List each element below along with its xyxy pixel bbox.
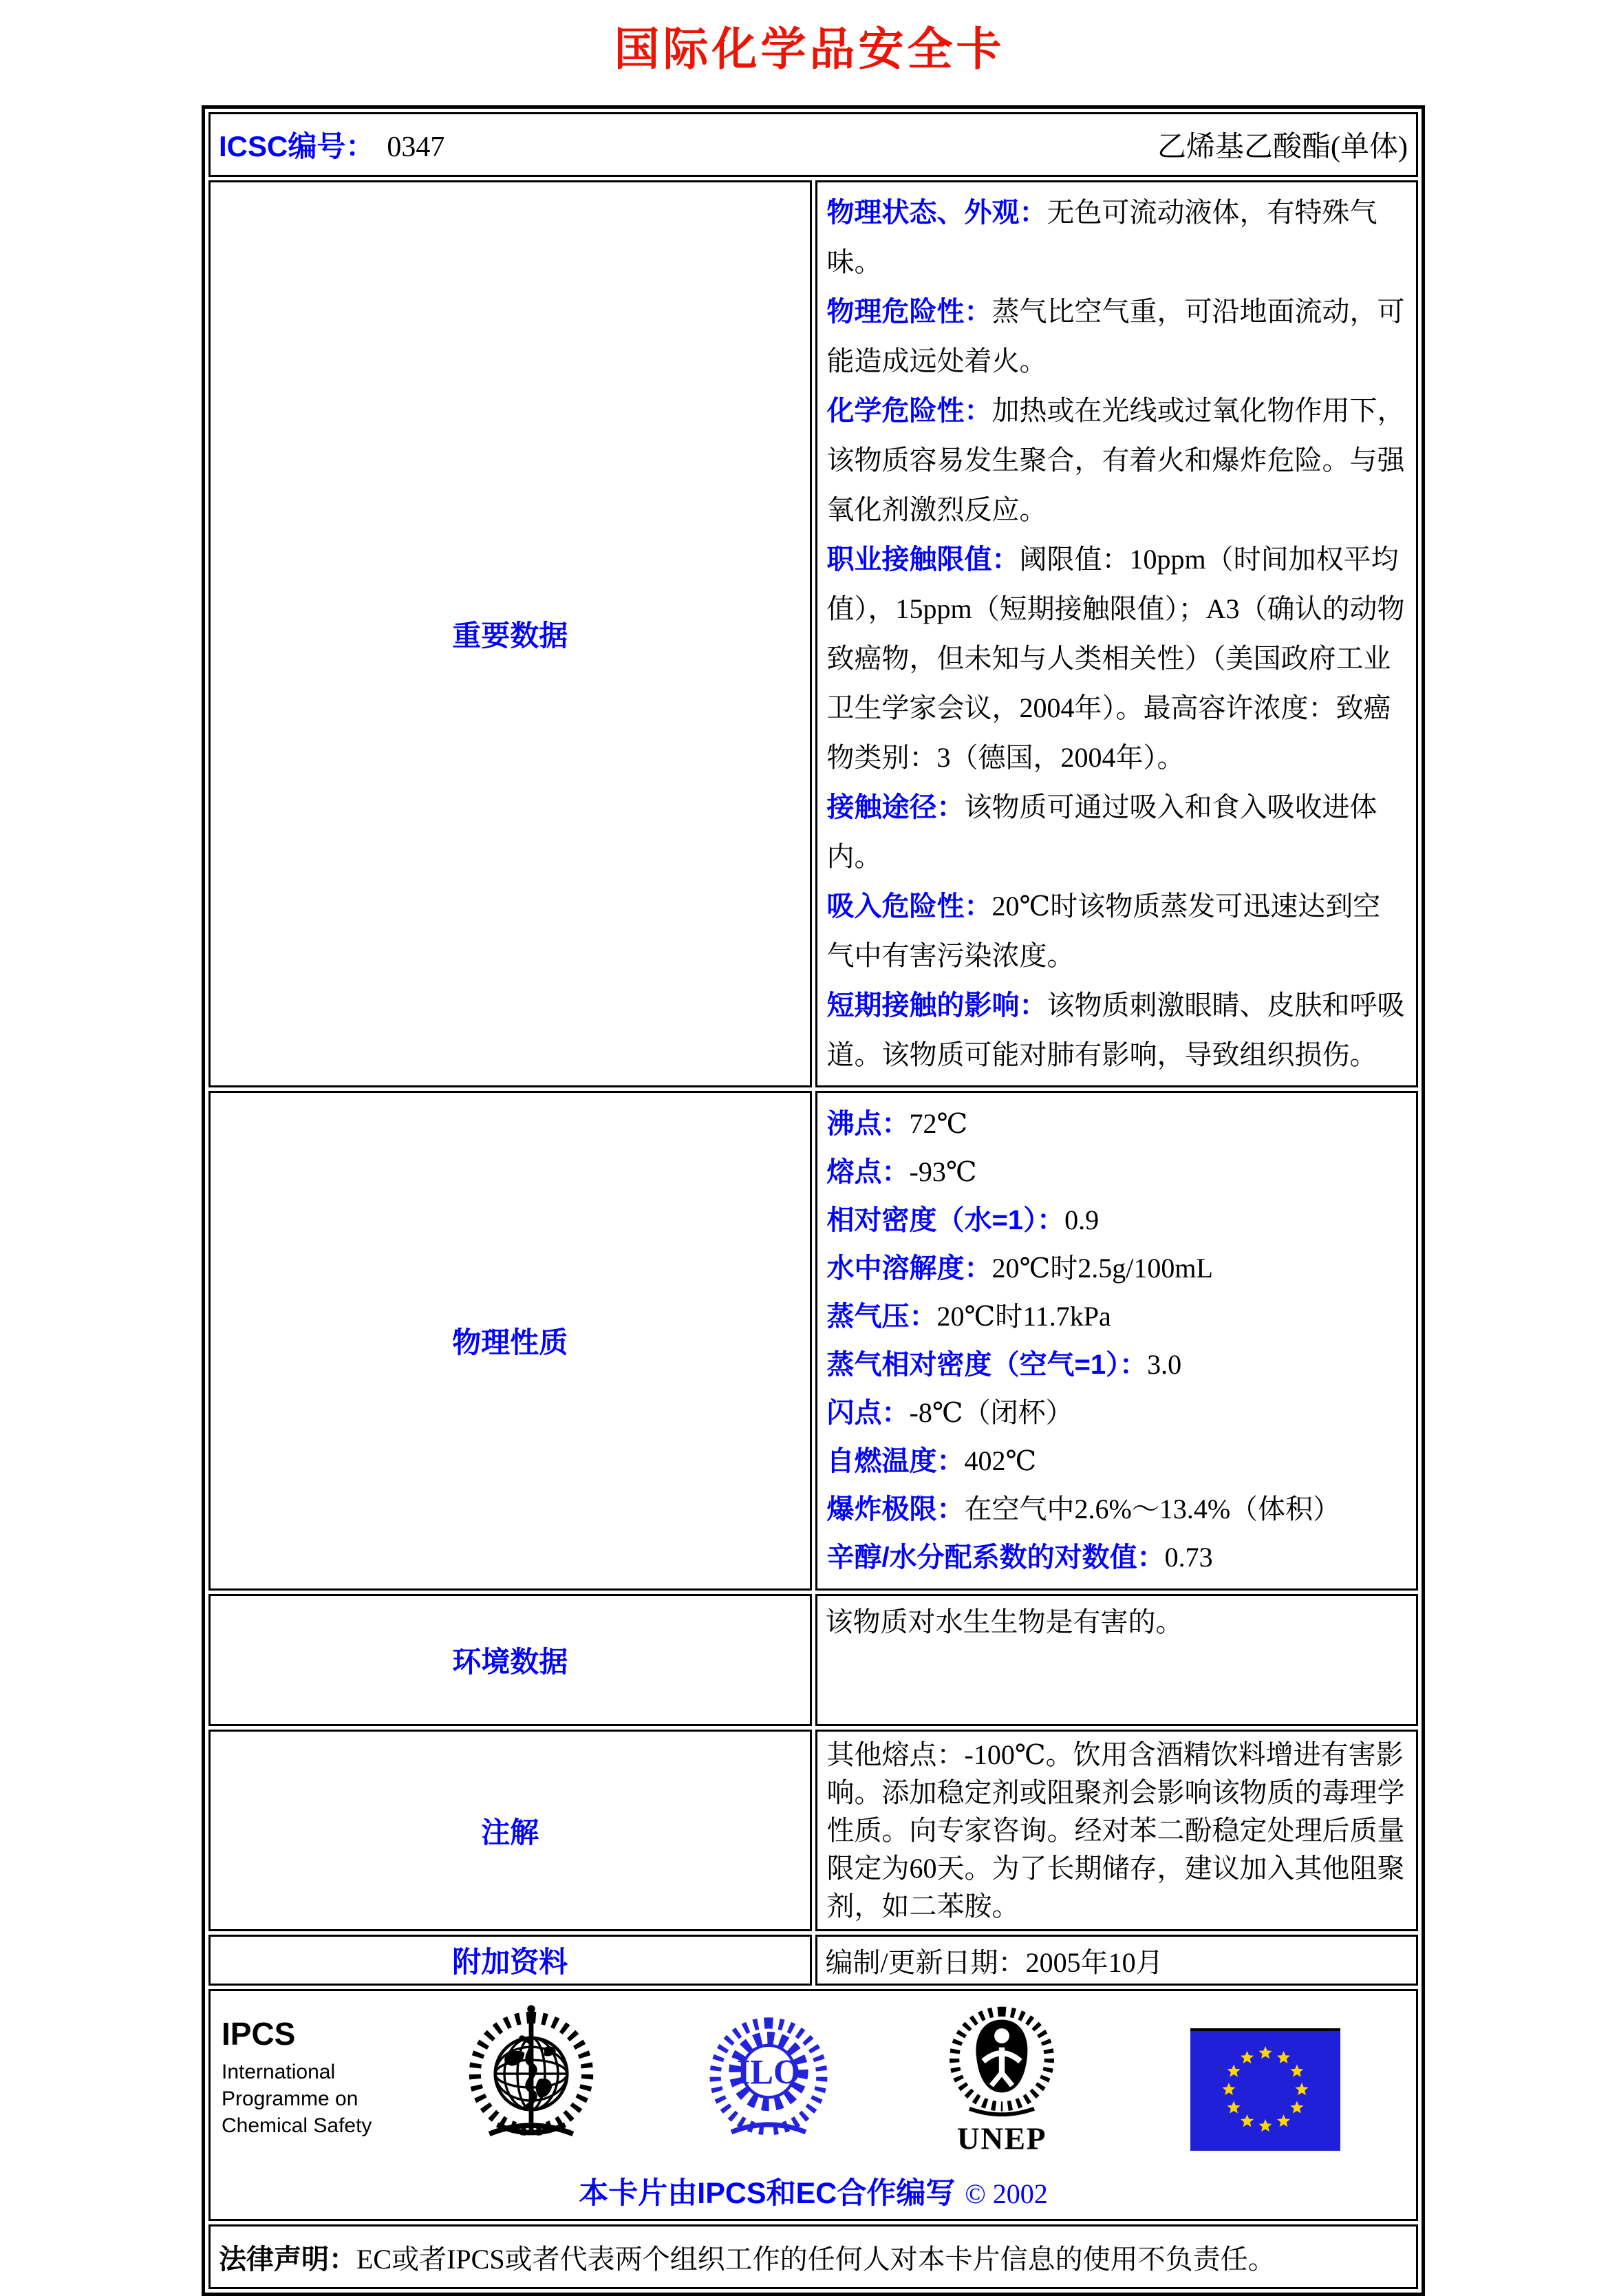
field-label: 物理危险性：: [826, 297, 992, 327]
header-cell: [208, 112, 1418, 177]
ipcs-text-block: [222, 2017, 394, 2139]
who-logo-icon: [466, 2002, 597, 2148]
property-label: 水中溶解度：: [826, 1253, 992, 1284]
property-row: [827, 1244, 1407, 1293]
property-value: -93℃: [909, 1156, 977, 1187]
property-row: [827, 1341, 1407, 1389]
field-label: 物理状态、外观：: [826, 198, 1047, 228]
property-row: [827, 1196, 1407, 1244]
ilo-letters: ILO: [736, 2052, 801, 2092]
field-row: [827, 783, 1407, 882]
notes-section-label: 注解: [208, 1730, 812, 1931]
chemical-name: 乙烯基乙酸酯(单体): [1157, 131, 1408, 163]
field-value: 该物质可通过吸入和食入吸收进体内。: [826, 791, 1377, 872]
legal-cell: [208, 2224, 1418, 2289]
field-value: 20℃时该物质蒸发可迅速达到空气中有害污染浓度。: [826, 891, 1381, 971]
field-row: [827, 981, 1407, 1080]
unep-letters: UNEP: [956, 2121, 1047, 2156]
field-row: [827, 188, 1407, 287]
notes-row: [208, 1730, 1418, 1931]
field-value: 阈限值：10ppm（时间加权平均值），15ppm（短期接触限值）；A3（确认的动物致癌物，但未知与人类相关性）（美国政府工业卫生学家会议，2004年）。最高容许浓度：致癌物类别：3（德国，2004年）。: [826, 544, 1405, 773]
property-row: [827, 1533, 1407, 1582]
physical-properties-section-label: 物理性质: [208, 1091, 812, 1591]
field-row: [827, 287, 1407, 386]
property-value: -8℃（闭杯）: [909, 1397, 1073, 1428]
ipcs-acronym: IPCS: [222, 2016, 296, 2052]
property-value: 402℃: [964, 1445, 1037, 1476]
eu-flag-icon: [1190, 2028, 1340, 2151]
notes-content: 其他熔点：-100℃。饮用含酒精饮料增进有害影响。添加稳定剂或阻聚剂会影响该物质的毒理学性质。向专家咨询。经对苯二酚稳定处理后质量限定为60天。为了长期储存，建议加入其他阻聚剂，如二苯胺。: [815, 1730, 1419, 1931]
property-label: 辛醇/水分配系数的对数值：: [826, 1542, 1165, 1573]
field-value: 无色可流动液体，有特殊气味。: [826, 197, 1377, 277]
field-label: 吸入危险性：: [826, 891, 992, 922]
additional-info-row: [208, 1935, 1418, 1986]
additional-info-content: 编制/更新日期：2005年10月: [815, 1935, 1419, 1986]
icsc-number-value: 0347: [387, 131, 445, 163]
field-label: 化学危险性：: [826, 396, 992, 426]
property-row: [827, 1389, 1407, 1437]
icsc-number-label: ICSC编号：: [219, 130, 375, 162]
environmental-data-section-label: 环境数据: [208, 1594, 812, 1726]
unep-logo-icon: [944, 2001, 1060, 2158]
ipcs-subtitle-line3: Chemical Safety: [222, 2114, 372, 2138]
property-row: [827, 1100, 1407, 1148]
legal-label: 法律声明：: [219, 2244, 356, 2275]
property-value: 0.9: [1064, 1204, 1100, 1235]
important-data-section-label: 重要数据: [208, 180, 812, 1087]
environmental-data-content: 该物质对水生生物是有害的。: [815, 1594, 1419, 1726]
property-label: 熔点：: [826, 1157, 910, 1187]
ipcs-subtitle-line1: International: [222, 2061, 336, 2084]
icsc-number-group: [219, 124, 444, 165]
header-row: [208, 112, 1418, 177]
logos-cell: [208, 1989, 1418, 2221]
legal-row: [208, 2224, 1418, 2289]
copyright-year: © 2002: [965, 2178, 1048, 2209]
field-label: 职业接触限值：: [826, 544, 1020, 575]
field-row: [827, 882, 1407, 981]
important-data-row: [208, 180, 1418, 1087]
property-value: 20℃时2.5g/100mL: [991, 1253, 1213, 1284]
field-row: [827, 535, 1407, 783]
property-label: 蒸气压：: [826, 1301, 937, 1332]
field-value: 加热或在光线或过氧化物作用下，该物质容易发生聚合，有着火和爆炸危险。与强氧化剂激烈反应。: [826, 395, 1405, 525]
icsc-card: [202, 105, 1425, 2296]
logos-row: [208, 1989, 1418, 2221]
property-value: 3.0: [1147, 1349, 1182, 1380]
ipcs-subtitle-line2: Programme on: [222, 2087, 358, 2111]
field-label: 短期接触的影响：: [826, 990, 1047, 1021]
field-value: 该物质刺激眼睛、皮肤和呼吸道。该物质可能对肺有影响，导致组织损伤。: [826, 990, 1405, 1070]
page-title: 国际化学品安全卡: [614, 25, 1005, 75]
property-label: 沸点：: [826, 1109, 910, 1139]
property-row: [827, 1148, 1407, 1196]
icsc-table: [202, 105, 1425, 2296]
property-value: 在空气中2.6%～13.4%（体积）: [964, 1494, 1341, 1524]
field-row: [827, 386, 1407, 535]
environmental-data-row: [208, 1594, 1418, 1726]
property-label: 自燃温度：: [826, 1446, 965, 1476]
property-value: 72℃: [909, 1108, 968, 1139]
legal-text: EC或者IPCS或者代表两个组织工作的任何人对本卡片信息的使用不负责任。: [356, 2243, 1276, 2275]
property-row: [827, 1437, 1407, 1485]
property-label: 爆炸极限：: [826, 1494, 965, 1524]
property-label: 闪点：: [826, 1398, 910, 1428]
property-row: [827, 1485, 1407, 1533]
property-label: 蒸气相对密度（空气=1）：: [826, 1350, 1148, 1380]
field-value: 蒸气比空气重，可沿地面流动，可能造成远处着火。: [826, 296, 1405, 376]
physical-properties-content: [815, 1091, 1419, 1591]
copyright-text: 本卡片由IPCS和EC合作编写: [579, 2177, 956, 2210]
additional-info-section-label: 附加资料: [208, 1935, 812, 1986]
property-value: 20℃时11.7kPa: [936, 1301, 1111, 1332]
ilo-logo-icon: [707, 2002, 830, 2148]
property-row: [827, 1293, 1407, 1341]
field-label: 接触途径：: [826, 792, 965, 822]
property-label: 相对密度（水=1）：: [826, 1205, 1065, 1235]
property-value: 0.73: [1164, 1542, 1213, 1573]
important-data-content: [815, 180, 1419, 1087]
physical-properties-row: [208, 1091, 1418, 1591]
